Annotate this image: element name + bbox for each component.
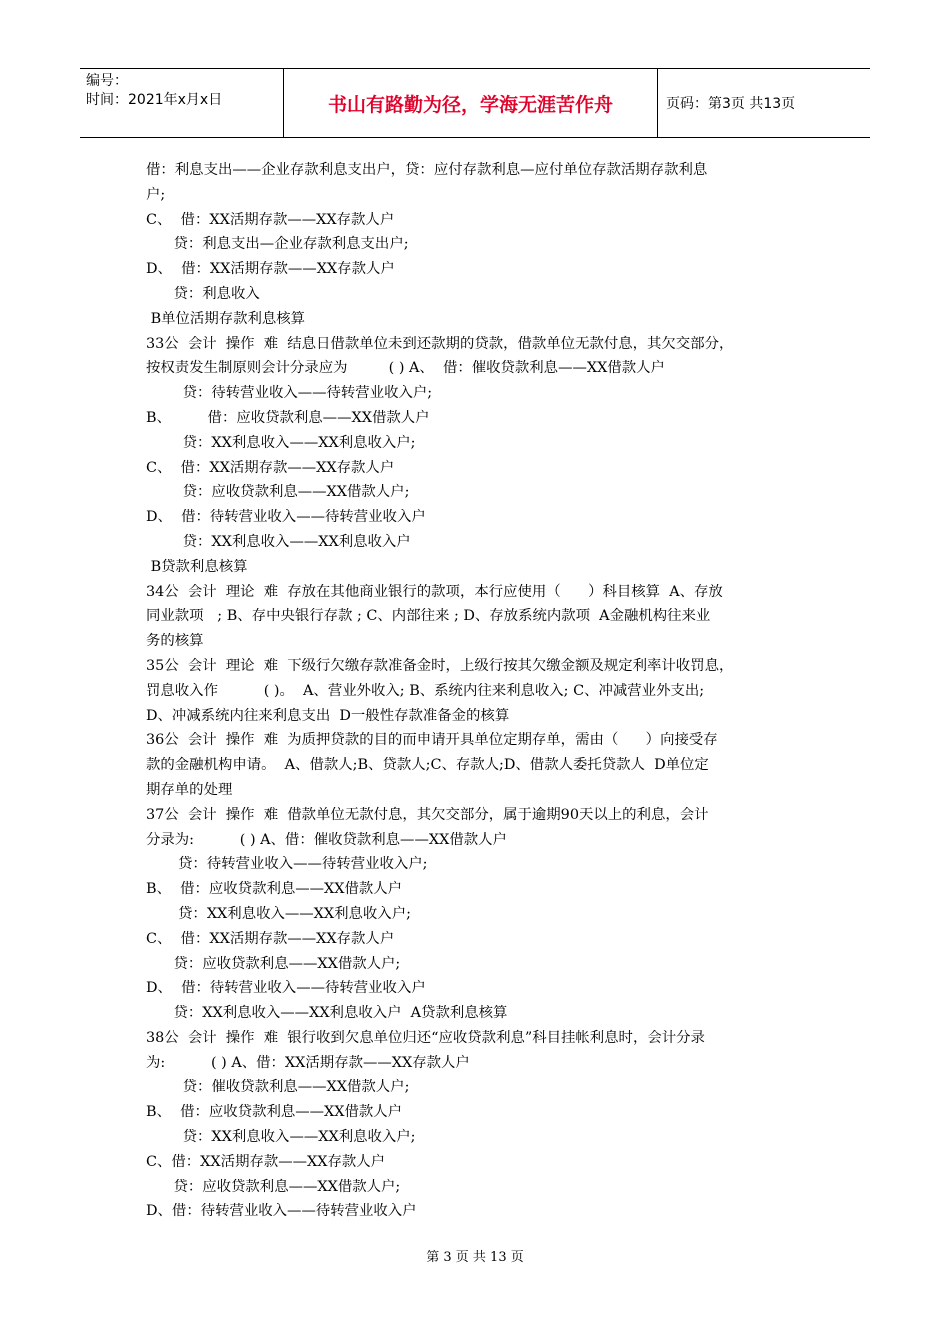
text-line: B单位活期存款利息核算 [146, 310, 306, 327]
text-line: 贷：待转营业收入——待转营业收入户; [146, 385, 433, 402]
text-line: 贷：XX利息收入——XX利息收入户 [146, 533, 411, 550]
text-line: 分录为: ( ) A、借：催收贷款利息——XX借款人户 [146, 831, 507, 848]
document-id-label: 编号： [86, 73, 128, 89]
text-line: D、冲减系统内往来利息支出 D一般性存款准备金的核算 [146, 707, 510, 724]
text-line: 贷：利息收入 [146, 285, 260, 302]
document-date: 时间：2021年x月x日 [86, 92, 223, 108]
text-line: 贷：XX利息收入——XX利息收入户 A贷款利息核算 [146, 1005, 508, 1022]
header-page-info: 页码：第3页 共13页 [666, 96, 796, 112]
text-line: C、借：XX活期存款——XX存款人户 [146, 1153, 386, 1170]
text-line: 37公 会计 操作 难 借款单位无款付息，其欠交部分，属于逾期90天以上的利息，会计 [146, 806, 709, 823]
text-line: 35公 会计 理论 难 下级行欠缴存款准备金时，上级行按其欠缴金额及规定利率计收罚息， [146, 657, 734, 674]
text-line: 为: ( ) A、借：XX活期存款——XX存款人户 [146, 1054, 470, 1071]
text-line: D、 借：XX活期存款——XX存款人户 [146, 261, 395, 278]
text-line: 贷：催收贷款利息——XX借款人户; [146, 1079, 410, 1096]
text-line: 贷：应收贷款利息——XX借款人户; [146, 955, 401, 972]
text-line: B贷款利息核算 [146, 558, 248, 575]
text-line: 贷：应收贷款利息——XX借款人户; [146, 1178, 401, 1195]
text-line: 33公 会计 操作 难 结息日借款单位未到还款期的贷款，借款单位无款付息，其欠交部分， [146, 335, 734, 352]
header-meta [80, 69, 283, 137]
text-line: B、 借：应收贷款利息——XX借款人户 [146, 881, 403, 898]
header-motto: 书山有路勤为径，学海无涯苦作舟 [283, 69, 658, 137]
text-line: C、 借：XX活期存款——XX存款人户 [146, 211, 395, 228]
text-line: 务的核算 [146, 633, 204, 650]
document-body [146, 158, 814, 1224]
text-line: 贷：待转营业收入——待转营业收入户; [146, 856, 428, 873]
text-line: 借：利息支出——企业存款利息支出户，贷：应付存款利息—应付单位存款活期存款利息 [146, 162, 708, 178]
text-line: 34公 会计 理论 难 存放在其他商业银行的款项，本行应使用（ ）科目核算 A、存放 [146, 583, 723, 600]
text-line: 期存单的处理 [146, 781, 233, 798]
text-line: 罚息收入作 ( )。 A、营业外收入; B、系统内往来利息收入; C、冲减营业外支出; [146, 682, 705, 699]
text-line: 贷：XX利息收入——XX利息收入户; [146, 1129, 416, 1146]
text-line: 贷：利息支出—企业存款利息支出户; [146, 236, 409, 253]
text-line: 36公 会计 操作 难 为质押贷款的目的而申请开具单位定期存单，需由（ ）向接受存 [146, 732, 718, 749]
text-line: 按权责发生制原则会计分录应为 ( ) A、 借：催收贷款利息——XX借款人户 [146, 360, 665, 377]
text-line: D、 借：待转营业收入——待转营业收入户 [146, 980, 426, 997]
text-line: D、 借：待转营业收入——待转营业收入户 [146, 509, 426, 526]
text-line: 款的金融机构申请。 A、借款人;B、贷款人;C、存款人;D、借款人委托贷款人 D单位定 [146, 757, 709, 774]
page-header [80, 68, 870, 138]
text-line: C、 借：XX活期存款——XX存款人户 [146, 459, 395, 476]
page-footer: 第 3 页 共 13 页 [426, 1250, 524, 1265]
text-line: B、 借：应收贷款利息——XX借款人户 [146, 409, 430, 426]
text-line: 贷：XX利息收入——XX利息收入户; [146, 905, 411, 922]
text-line: 同业款项 ; B、存中央银行存款 ; C、内部往来 ; D、存放系统内款项 A金融机构往来业 [146, 608, 711, 625]
text-line: 38公 会计 操作 难 银行收到欠息单位归还“应收贷款利息”科目挂帐利息时，会计分录 [146, 1029, 705, 1046]
text-line: 贷：XX利息收入——XX利息收入户; [146, 434, 416, 451]
text-line: B、 借：应收贷款利息——XX借款人户 [146, 1104, 403, 1121]
text-line: 户; [146, 186, 166, 203]
text-line: D、借：待转营业收入——待转营业收入户 [146, 1203, 417, 1220]
text-line: C、 借：XX活期存款——XX存款人户 [146, 930, 395, 947]
text-line: 贷：应收贷款利息——XX借款人户; [146, 484, 410, 501]
